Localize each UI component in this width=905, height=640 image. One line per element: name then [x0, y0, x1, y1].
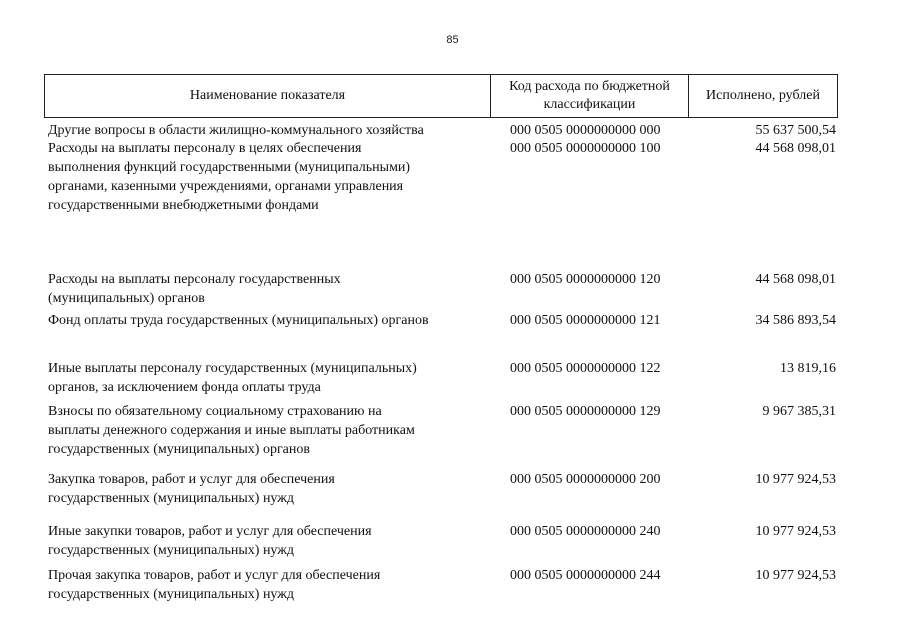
row-name: Закупка товаров, работ и услуг для обеспечения государственных (муниципальных) нужд	[48, 472, 335, 506]
row-amount: 10 977 924,53	[755, 472, 836, 487]
row-name: Взносы по обязательному социальному страхованию на выплаты денежного содержания и иные выплаты работникам государственных (муниципальных) органов	[48, 404, 415, 457]
table-row	[44, 522, 838, 560]
table-row	[44, 566, 838, 604]
header-code: Код расхода по бюджетной классификации	[491, 75, 689, 117]
row-code: 000 0505 0000000000 244	[510, 568, 661, 583]
row-name: Фонд оплаты труда государственных (муниципальных) органов	[48, 313, 429, 328]
row-name: Иные закупки товаров, работ и услуг для обеспечения государственных (муниципальных) нужд	[48, 524, 372, 558]
header-amount: Исполнено, рублей	[706, 88, 820, 103]
row-code: 000 0505 0000000000 240	[510, 524, 661, 539]
row-code: 000 0505 0000000000 121	[510, 313, 661, 328]
row-amount: 13 819,16	[780, 361, 836, 376]
page-number: 85	[446, 34, 459, 46]
header-name: Наименование показателя	[45, 75, 491, 117]
table-row	[44, 270, 838, 308]
row-amount: 44 568 098,01	[755, 272, 836, 287]
row-amount: 9 967 385,31	[762, 404, 836, 419]
row-amount: 44 568 098,01	[755, 141, 836, 156]
row-name: Другие вопросы в области жилищно-коммунального хозяйства	[48, 123, 424, 138]
row-code: 000 0505 0000000000 129	[510, 404, 661, 419]
row-name: Расходы на выплаты персоналу в целях обеспечения выполнения функций государственными (муниципальными) органами, казенными учреждениями, органами управления государственными внебюджетными фондами	[48, 141, 411, 213]
table-row	[44, 121, 838, 140]
row-code: 000 0505 0000000000 200	[510, 472, 661, 487]
row-amount: 10 977 924,53	[755, 524, 836, 539]
row-name: Прочая закупка товаров, работ и услуг для обеспечения государственных (муниципальных) нужд	[48, 568, 381, 602]
table-header	[44, 74, 838, 118]
table-row	[44, 402, 838, 459]
table-row	[44, 359, 838, 397]
table-row	[44, 470, 838, 508]
expenditure-table	[44, 74, 838, 602]
row-name: Иные выплаты персоналу государственных (муниципальных) органов, за исключением фонда оплаты труда	[48, 361, 417, 395]
row-amount: 34 586 893,54	[755, 313, 836, 328]
row-code: 000 0505 0000000000 122	[510, 361, 661, 376]
table-row	[44, 139, 838, 215]
row-code: 000 0505 0000000000 000	[510, 123, 661, 138]
row-amount: 55 637 500,54	[755, 123, 836, 138]
row-code: 000 0505 0000000000 120	[510, 272, 661, 287]
table-row	[44, 311, 838, 330]
row-amount: 10 977 924,53	[755, 568, 836, 583]
row-name: Расходы на выплаты персоналу государственных (муниципальных) органов	[48, 272, 341, 306]
row-code: 000 0505 0000000000 100	[510, 141, 661, 156]
